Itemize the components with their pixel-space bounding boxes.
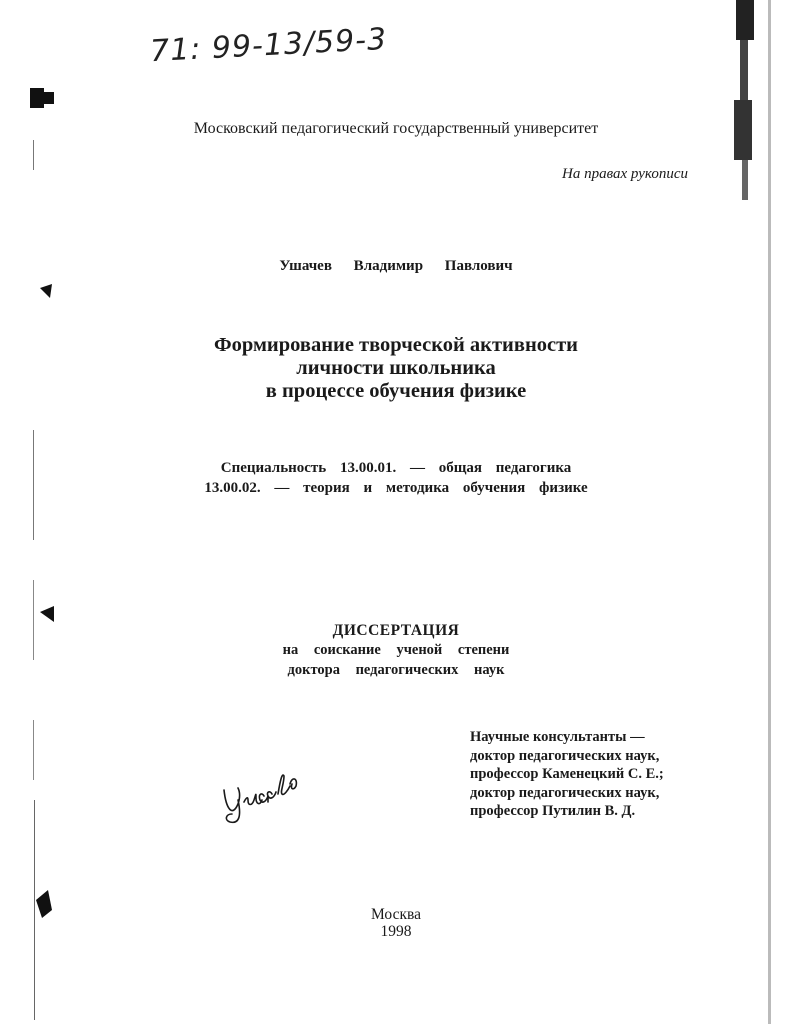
dissertation-title [0, 334, 792, 403]
title-line: Формирование творческой активности [214, 334, 578, 356]
degree-line: на соискание ученой степени [282, 642, 510, 658]
scan-right-edge-shadow [728, 0, 792, 1024]
specialty-line: 13.00.02. — теория и методика обучения физике [204, 480, 588, 496]
author-name: Ушачев Владимир Павлович [279, 258, 513, 274]
city: Москва [371, 906, 421, 923]
consultants-line: доктор педагогических наук, [470, 784, 660, 801]
specialty-line: Специальность 13.00.01. — общая педагогика [220, 460, 572, 476]
consultants-line: доктор педагогических наук, [470, 747, 660, 764]
handwritten-signature [218, 760, 308, 830]
dissertation-heading: ДИССЕРТАЦИЯ [332, 622, 460, 639]
consultants-line: Научные консультанты — [470, 729, 645, 745]
manuscript-rights-note: На правах рукописи [562, 166, 688, 182]
scientific-consultants [470, 728, 664, 821]
degree-line: доктора педагогических наук [287, 662, 505, 678]
scan-edge-marks [0, 0, 80, 1024]
consultants-line: профессор Путилин В. Д. [470, 803, 636, 819]
year: 1998 [380, 923, 412, 940]
consultants-line: профессор Каменецкий С. Е.; [470, 766, 664, 782]
archive-shelfmark: 71: 99-13/59-3 [149, 21, 388, 70]
title-line: личности школьника [296, 357, 496, 379]
title-line: в процессе обучения физике [265, 380, 527, 402]
university-name: Московский педагогический государственный университет [193, 120, 599, 137]
imprint [0, 906, 792, 940]
